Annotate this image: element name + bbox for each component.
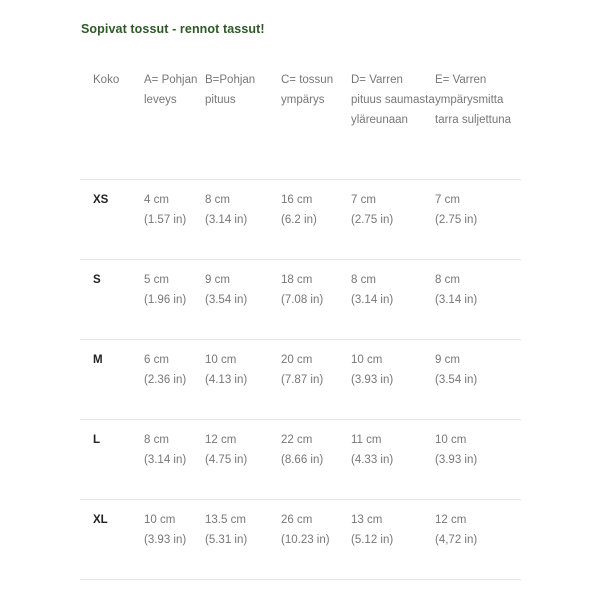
value-inches: (2.36 in) <box>144 373 187 386</box>
value-cm: 8 cm <box>435 273 460 286</box>
value-inches: (3.14 in) <box>351 293 394 306</box>
header-d-shaft-length: D= Varren pituus saumasta yläreunaan <box>351 74 435 126</box>
cell-a-sole-width <box>144 339 205 419</box>
value-cm: 8 cm <box>351 273 376 286</box>
value-inches: (2.75 in) <box>351 213 394 226</box>
value-cm: 7 cm <box>351 193 376 206</box>
cell-e-shaft-circumference <box>435 259 521 339</box>
cell-a-sole-width <box>144 179 205 259</box>
cell-c-circumference <box>281 339 351 419</box>
header-row <box>80 60 521 179</box>
value-cm: 26 cm <box>281 513 313 526</box>
value-cm: 10 cm <box>435 433 467 446</box>
cell-d-shaft-length <box>351 339 435 419</box>
table-row <box>80 259 521 339</box>
table-row <box>80 179 521 259</box>
cell-d-shaft-length <box>351 259 435 339</box>
value-cm: 10 cm <box>205 353 237 366</box>
value-inches: (10.23 in) <box>281 533 330 546</box>
value-cm: 13 cm <box>351 513 383 526</box>
value-cm: 10 cm <box>144 513 176 526</box>
value-cm: 8 cm <box>205 193 230 206</box>
value-inches: (1.96 in) <box>144 293 187 306</box>
value-inches: (2.75 in) <box>435 213 478 226</box>
size-label: S <box>93 273 101 286</box>
header-a-sole-width: A= Pohjan leveys <box>144 74 198 106</box>
cell-e-shaft-circumference <box>435 499 521 579</box>
value-cm: 7 cm <box>435 193 460 206</box>
value-cm: 18 cm <box>281 273 313 286</box>
cell-c-circumference <box>281 179 351 259</box>
value-cm: 12 cm <box>205 433 237 446</box>
header-c-circumference: C= tossun ympärys <box>281 74 334 106</box>
value-inches: (3.14 in) <box>205 213 248 226</box>
cell-a-sole-width <box>144 419 205 499</box>
cell-c-circumference <box>281 259 351 339</box>
cell-b-sole-length <box>205 419 281 499</box>
value-inches: (5.31 in) <box>205 533 248 546</box>
size-chart-body <box>80 179 521 579</box>
value-inches: (4,72 in) <box>435 533 478 546</box>
page-title: Sopivat tossut - rennot tassut! <box>81 22 265 36</box>
table-row <box>80 419 521 499</box>
size-label: L <box>93 433 101 446</box>
cell-d-shaft-length <box>351 419 435 499</box>
value-cm: 11 cm <box>351 433 382 446</box>
value-inches: (3.54 in) <box>205 293 248 306</box>
value-cm: 9 cm <box>205 273 230 286</box>
cell-b-sole-length <box>205 179 281 259</box>
cell-d-shaft-length <box>351 179 435 259</box>
cell-a-sole-width <box>144 499 205 579</box>
cell-e-shaft-circumference <box>435 339 521 419</box>
cell-b-sole-length <box>205 259 281 339</box>
header-b-sole-length: B=Pohjan pituus <box>205 74 256 106</box>
value-cm: 9 cm <box>435 353 460 366</box>
value-inches: (4.33 in) <box>351 453 394 466</box>
size-label: XL <box>93 513 108 526</box>
value-cm: 22 cm <box>281 433 313 446</box>
value-inches: (1.57 in) <box>144 213 187 226</box>
value-cm: 5 cm <box>144 273 169 286</box>
value-inches: (3.14 in) <box>144 453 187 466</box>
value-inches: (3.93 in) <box>144 533 187 546</box>
size-chart-table <box>80 60 521 580</box>
value-cm: 10 cm <box>351 353 383 366</box>
cell-c-circumference <box>281 499 351 579</box>
value-inches: (7.87 in) <box>281 373 324 386</box>
value-inches: (7.08 in) <box>281 293 324 306</box>
value-cm: 16 cm <box>281 193 313 206</box>
size-chart-header <box>80 60 521 179</box>
value-cm: 8 cm <box>144 433 169 446</box>
size-label: M <box>93 353 103 366</box>
cell-b-sole-length <box>205 339 281 419</box>
cell-e-shaft-circumference <box>435 179 521 259</box>
cell-d-shaft-length <box>351 499 435 579</box>
value-cm: 13.5 cm <box>205 513 246 526</box>
value-cm: 4 cm <box>144 193 169 206</box>
size-label: XS <box>93 193 109 206</box>
table-row <box>80 499 521 579</box>
value-cm: 12 cm <box>435 513 467 526</box>
value-inches: (4.13 in) <box>205 373 248 386</box>
header-koko: Koko <box>93 74 120 86</box>
value-inches: (5.12 in) <box>351 533 394 546</box>
cell-b-sole-length <box>205 499 281 579</box>
value-inches: (3.14 in) <box>435 293 478 306</box>
cell-e-shaft-circumference <box>435 419 521 499</box>
value-inches: (3.54 in) <box>435 373 478 386</box>
value-inches: (3.93 in) <box>351 373 394 386</box>
value-cm: 6 cm <box>144 353 169 366</box>
value-inches: (8.66 in) <box>281 453 324 466</box>
value-cm: 20 cm <box>281 353 313 366</box>
header-e-shaft-circumference: E= Varren ympärysmitta tarra suljettuna <box>435 74 512 126</box>
value-inches: (6.2 in) <box>281 213 317 226</box>
cell-c-circumference <box>281 419 351 499</box>
value-inches: (3.93 in) <box>435 453 478 466</box>
table-row <box>80 339 521 419</box>
cell-a-sole-width <box>144 259 205 339</box>
value-inches: (4.75 in) <box>205 453 248 466</box>
